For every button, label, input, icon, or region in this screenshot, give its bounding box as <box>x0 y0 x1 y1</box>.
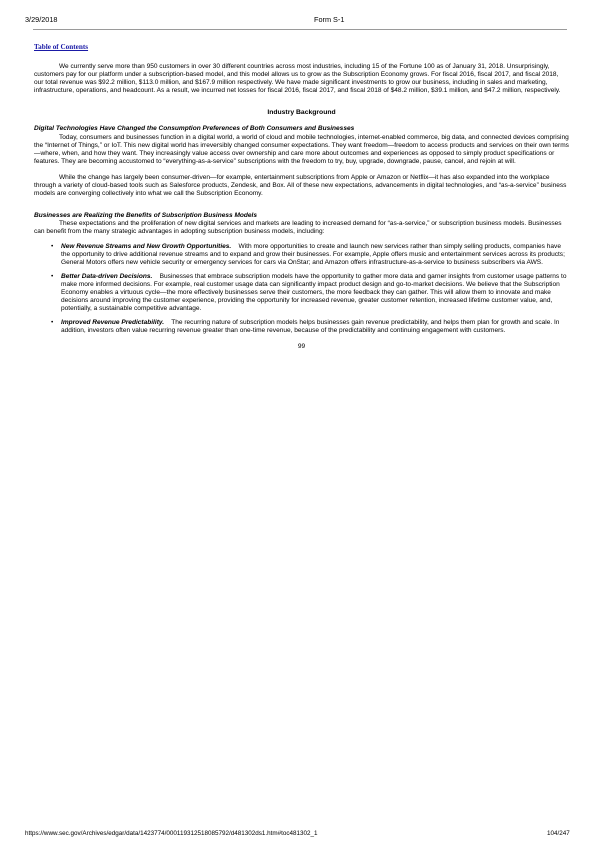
subsection-heading: Businesses are Realizing the Benefits of Subscription Business Models <box>34 212 258 220</box>
bullet-title: New Revenue Streams and New Growth Opportunities. <box>61 242 232 250</box>
bullet-icon: • <box>51 272 54 280</box>
paragraph: While the change has largely been consumer-driven—for example, entertainment subscriptions from Apple or Amazon or Netflix—it has also expanded into the workplace through a variety of cloud-based tools such as Salesforce products, Zendesk, and Box. All of these new expectations, advancements in digital technologies, and “as-a-service” business models are converging collectively into what we call the Subscription Economy. <box>34 173 567 198</box>
bullet-text: The recurring nature of subscription models helps businesses gain revenue predictability, and helps them plan for growth and scale. In addition, investors often value recurring revenue greater than one-time revenue, because of the predictability and continuing engagement with customers. <box>61 319 560 335</box>
section-title: Industry Background <box>267 109 336 117</box>
footer-url: https://www.sec.gov/Archives/edgar/data/1423774/000119312518085792/d481302ds1.htm#toc481302_1 <box>25 830 318 837</box>
header-title: Form S-1 <box>314 15 345 24</box>
benefits-list <box>34 243 569 336</box>
paragraph: These expectations and the proliferation of new digital services and markets are leading to increased demand for “as-a-service,” or subscription business models. Businesses can benefit from the many strategic advantages in adopting subscription business models, including: <box>34 220 562 236</box>
bullet-title: Better Data-driven Decisions. <box>61 272 153 280</box>
bullet-text: Businesses that embrace subscription models have the opportunity to gather more data and garner insights from customer usage patterns to make more informed decisions. For example, real customer usage data can significantly impact product design and go-to-market decisions. We believe that the Subscription Economy enables a virtuous cycle—the more effectively businesses serve their customers, the more feedback they can gather. This will allow them to innovate and make decisions around improving the customer experience, providing the opportunity for increased revenue, greater customer retention, increased lifetime customer value, and, potentially, a sustainable competitive advantage. <box>61 272 567 313</box>
bullet-text: With more opportunities to create and launch new services rather than simply selling products, companies have the opportunity to drive additional revenue streams and to expand and grow their businesses. For example, Apple offers music and entertainment services across its products; General Motors offers new vehicle security or emergency services for cars via OnStar; and Amazon offers infrastructure-as-a-service to business subscribers via AWS. <box>61 242 565 266</box>
intro-paragraph: We currently serve more than 950 customers in over 30 different countries across most industries, including 15 of the Fortune 100 as of January 31, 2018. Unsurprisingly, customers pay for our platform under a subscription-based model, and this model allows us to grow as the Subscription Economy grows. For fiscal 2016, fiscal 2017, and fiscal 2018, our total revenue was $92.2 million, $113.0 million, and $167.9 million respectively. We have made significant investments to grow our business, including in sales and marketing, infrastructure, operations, and headcount. As a result, we incurred net losses for fiscal 2016, fiscal 2017, and fiscal 2018 of $48.2 million, $39.1 million, and $47.2 million, respectively. <box>34 63 561 95</box>
paragraph: Today, consumers and businesses function in a digital world, a world of cloud and mobile technologies, internet-enabled commerce, big data, and connected devices comprising the “Internet of Things,” or IoT. This new digital world has irreversibly changed consumer expectations. They want freedom—freedom to access products and services on their own terms—where, when, and how they want. They increasingly value access over ownership and care more about outcomes and experiences as opposed to simply product specifications or features. They are becoming accustomed to “everything-as-a-service” subscriptions with the freedom to try, buy, upgrade, downgrade, pause, cancel, and rejoin at will. <box>34 133 569 165</box>
bullet-icon: • <box>51 242 54 250</box>
list-item <box>51 272 569 313</box>
page-number: 99 <box>297 343 306 351</box>
header-divider <box>33 29 567 30</box>
list-item <box>51 319 569 335</box>
bullet-title: Improved Revenue Predictability. <box>61 319 165 327</box>
footer-page-count: 104/247 <box>547 830 570 837</box>
bullet-icon: • <box>51 319 54 327</box>
subsection-heading: Digital Technologies Have Changed the Consumption Preferences of Both Consumers and Businesses <box>34 125 355 133</box>
header-date: 3/29/2018 <box>25 15 58 24</box>
table-of-contents-link[interactable]: Table of Contents <box>34 43 89 51</box>
document-body <box>34 63 569 352</box>
list-item <box>51 242 569 267</box>
